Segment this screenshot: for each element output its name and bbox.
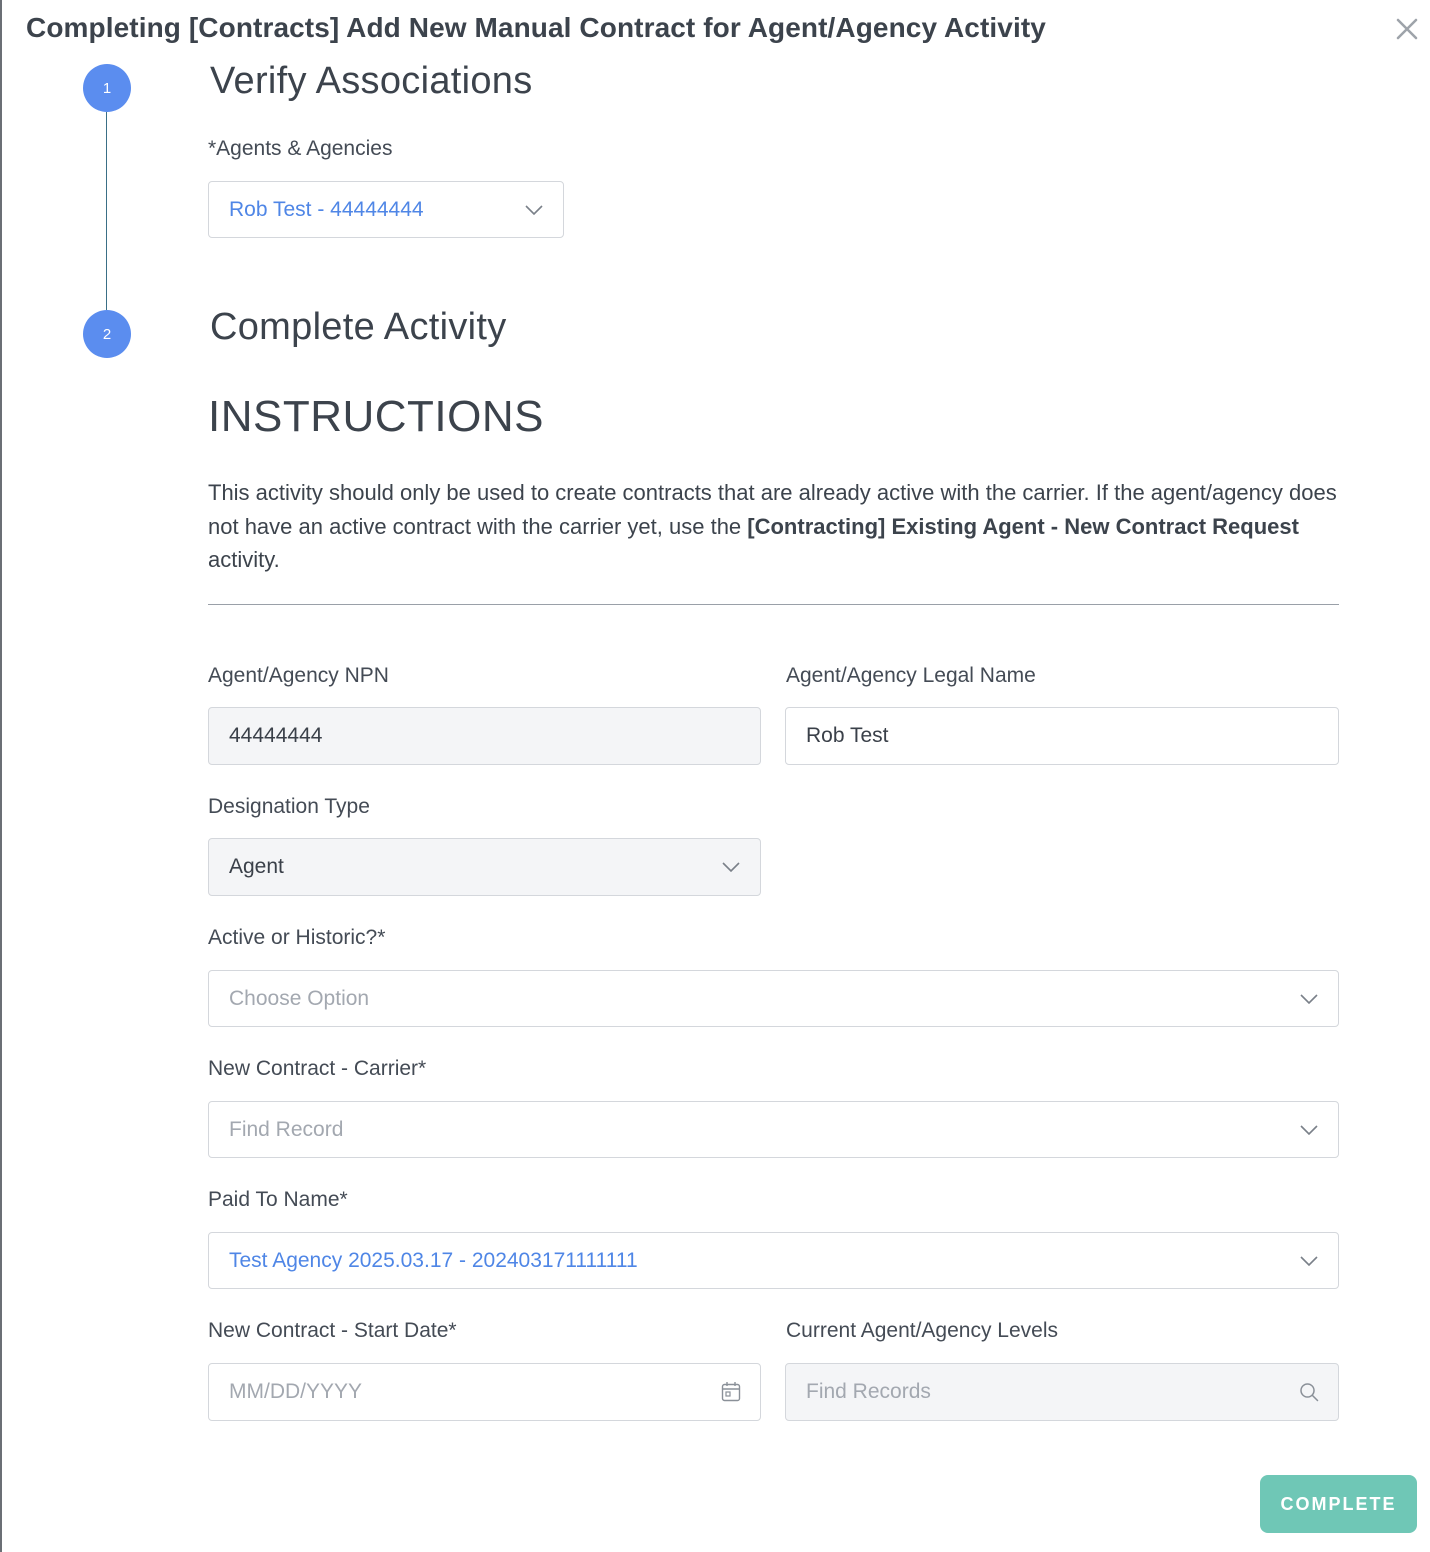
divider [208,604,1339,605]
paid-to-name-label: Paid To Name* [208,1188,348,1211]
paid-to-name-select[interactable] [208,1232,1339,1289]
carrier-placeholder: Find Record [229,1117,344,1141]
step-2-indicator: 2 [83,310,131,358]
active-historic-placeholder: Choose Option [229,986,370,1010]
calendar-icon[interactable] [720,1381,742,1403]
chevron-down-icon [1298,988,1320,1010]
complete-button[interactable]: COMPLETE [1260,1475,1417,1533]
designation-type-value: Agent [229,855,284,878]
designation-type-label: Designation Type [208,795,370,818]
step-1-indicator: 1 [83,64,131,112]
npn-field[interactable] [208,707,761,765]
step-2-heading: Complete Activity [210,306,507,348]
active-historic-label: Active or Historic?* [208,926,386,949]
instructions-body [208,476,1338,577]
legal-name-value: Rob Test [806,724,889,747]
instructions-text: This activity should only be used to create contracts that are already active with the carrier. If the agent/agency does not have an active contract with the carrier yet, use the [208,480,1337,539]
instructions-activity-link: [Contracting] Existing Agent - New Contract Request [747,513,1299,539]
legal-name-field[interactable] [785,707,1339,765]
designation-type-select[interactable] [208,838,761,896]
chevron-down-icon [720,856,742,878]
agents-agencies-select[interactable] [208,181,564,238]
carrier-select[interactable] [208,1101,1339,1158]
npn-label: Agent/Agency NPN [208,664,389,687]
instructions-title: INSTRUCTIONS [208,392,544,441]
paid-to-name-value: Test Agency 2025.03.17 - 202403171111111 [229,1248,638,1272]
npn-value: 44444444 [229,724,323,747]
agents-agencies-label: *Agents & Agencies [208,137,393,160]
start-date-label: New Contract - Start Date* [208,1319,457,1342]
chevron-down-icon [1298,1250,1320,1272]
levels-label: Current Agent/Agency Levels [786,1319,1058,1342]
chevron-down-icon [1298,1119,1320,1141]
start-date-input[interactable] [208,1363,761,1421]
instructions-text-end: activity. [208,547,280,572]
start-date-placeholder: MM/DD/YYYY [229,1380,363,1403]
levels-placeholder: Find Records [806,1380,931,1403]
levels-search-input[interactable] [785,1363,1339,1421]
chevron-down-icon [523,199,545,221]
close-button[interactable] [1392,14,1422,44]
legal-name-label: Agent/Agency Legal Name [786,664,1036,687]
active-historic-select[interactable] [208,970,1339,1027]
agents-agencies-value: Rob Test - 44444444 [229,197,424,221]
step-1-heading: Verify Associations [210,60,533,102]
close-icon[interactable] [1392,14,1422,44]
carrier-label: New Contract - Carrier* [208,1057,427,1080]
search-icon [1298,1381,1320,1403]
stepper-line [106,112,107,310]
modal-title: Completing [Contracts] Add New Manual Contract for Agent/Agency Activity [26,12,1046,43]
